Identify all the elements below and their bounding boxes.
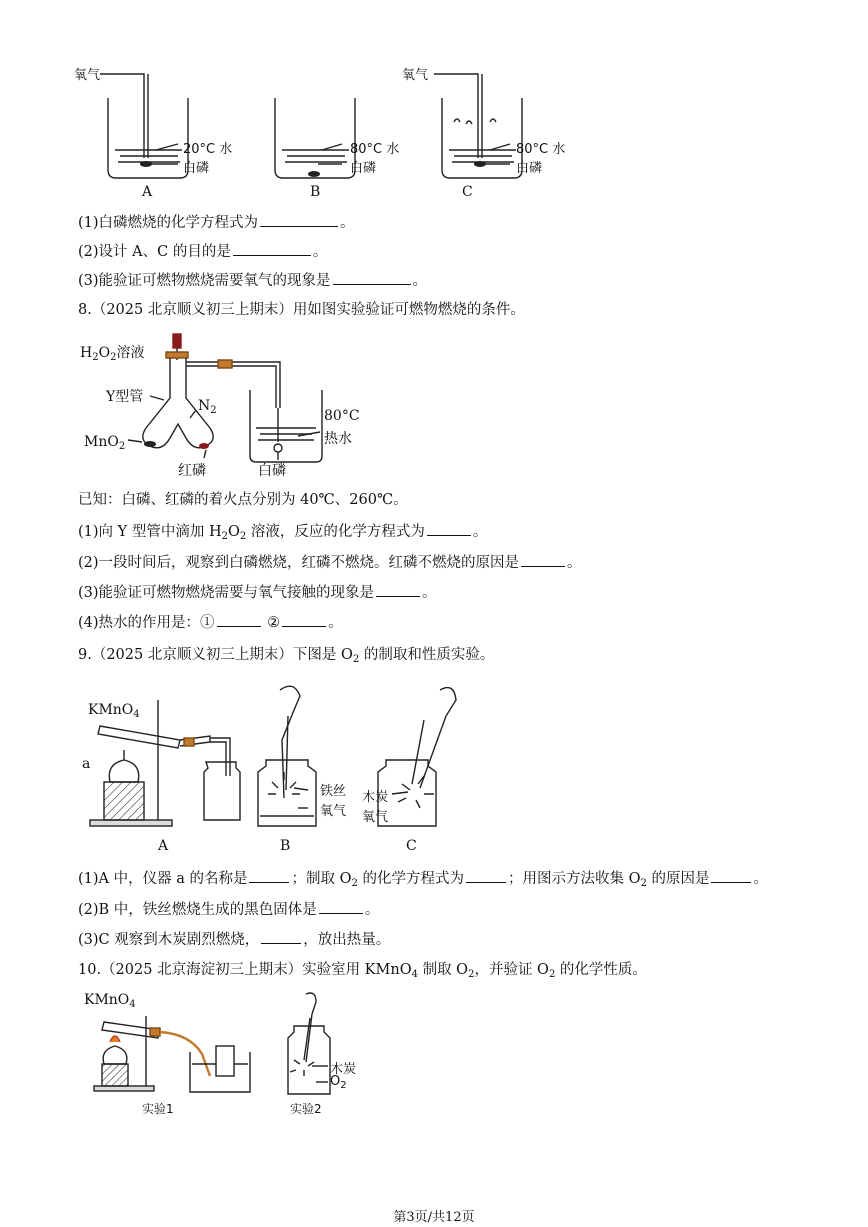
answer-blank[interactable] [466,868,506,883]
answer-blank[interactable] [282,612,326,627]
caption-c: C [462,184,473,200]
caption-a9: A [158,838,169,854]
hot-water-label: 热水 [324,431,352,447]
answer-blank[interactable] [376,582,420,597]
answer-blank[interactable] [521,552,565,567]
iron-wire-label: 铁丝 [320,784,347,799]
phosphorus-label-b: 白磷 [350,161,377,176]
kmno4-label-q10: KMnO$_4$ [84,992,136,1010]
figure-q10 [80,990,380,1120]
mno2-label: MnO$_2$ [84,434,126,452]
q8-known: 已知：白磷、红磷的着火点分别为 40℃、260℃。 [78,492,408,508]
caption-c9: C [406,838,417,854]
oxygen-label-c: 氧气 [402,68,429,83]
phosphorus-label-c: 白磷 [516,161,543,176]
q9-part2: (2)B 中，铁丝燃烧生成的黑色固体是 。 [78,899,379,920]
q7-part2: (2)设计 A、C 的目的是 。 [78,241,327,262]
q8-title: 8.（2025 北京顺义初三上期末）用如图实验验证可燃物燃烧的条件。 [78,302,525,318]
q7-part1: (1)白磷燃烧的化学方程式为 。 [78,212,355,233]
charcoal-label-q10: 木炭 [330,1062,357,1077]
water-label-b: 80°C 水 [350,142,400,157]
q10-title: 10.（2025 北京海淀初三上期末）实验室用 KMnO$_4$ 制取 $O_2$，并验证 $O_2$ 的化学性质。 [78,962,647,980]
answer-blank[interactable] [711,868,751,883]
answer-blank[interactable] [333,270,411,285]
caption-exp2: 实验2 [290,1102,322,1116]
white-phosphorus-label: 白磷 [258,463,286,479]
q9-part1: (1)A 中，仪器 a 的名称是 ；制取 $O_2$ 的化学方程式为 ；用图示方法收集 $O_2$ 的原因是 。 [78,868,768,894]
q8-part2: (2)一段时间后，观察到白磷燃烧，红磷不燃烧。红磷不燃烧的原因是 。 [78,552,582,573]
answer-blank[interactable] [260,212,338,227]
kmno4-label: KMnO$_4$ [88,702,140,720]
temp-label: 80°C [324,408,360,424]
q9-title: 9.（2025 北京顺义初三上期末）下图是 $O_2$ 的制取和性质实验。 [78,647,495,665]
oxygen-label-c9: 氧气 [362,810,389,825]
phosphorus-label-a: 白磷 [183,161,210,176]
answer-blank[interactable] [249,868,289,883]
caption-exp1: 实验1 [142,1102,174,1116]
n2-label: $N_2$ [198,398,217,416]
figure-q9 [80,680,480,860]
answer-blank[interactable] [233,241,311,256]
water-label-c: 80°C 水 [516,142,566,157]
answer-blank[interactable] [217,612,261,627]
oxygen-label-b9: 氧气 [320,804,347,819]
caption-b9: B [280,838,291,854]
figure-q7 [70,60,590,210]
q8-part1: (1)向 Y 型管中滴加 $H_2O_2$ 溶液，反应的化学方程式为 。 [78,521,487,547]
answer-blank[interactable] [427,521,471,536]
oxygen-label-a: 氧气 [74,68,101,83]
answer-blank[interactable] [319,899,363,914]
q8-part3: (3)能验证可燃物燃烧需要与氧气接触的现象是 。 [78,582,437,603]
o2-prep-apparatus [80,680,480,860]
q9-part3: (3)C 观察到木炭剧烈燃烧， ，放出热量。 [78,929,390,950]
charcoal-label: 木炭 [362,790,389,805]
q8-part4: (4)热水的作用是：① ② 。 [78,612,343,633]
o2-label-q10: $O_2$ [330,1074,347,1091]
water-label-a: 20°C 水 [183,142,233,157]
red-phosphorus-label: 红磷 [178,463,206,479]
page-footer: 第3页/共12页 [393,1210,475,1225]
h2o2-label: $H_2O_2$溶液 [80,345,145,363]
y-tube-label: Y型管 [106,389,144,405]
q7-part3: (3)能验证可燃物燃烧需要氧气的现象是 。 [78,270,427,291]
instrument-a-label: a [82,756,91,772]
caption-b: B [310,184,321,200]
figure-q8 [80,328,380,488]
answer-blank[interactable] [261,929,301,944]
caption-a: A [142,184,153,200]
